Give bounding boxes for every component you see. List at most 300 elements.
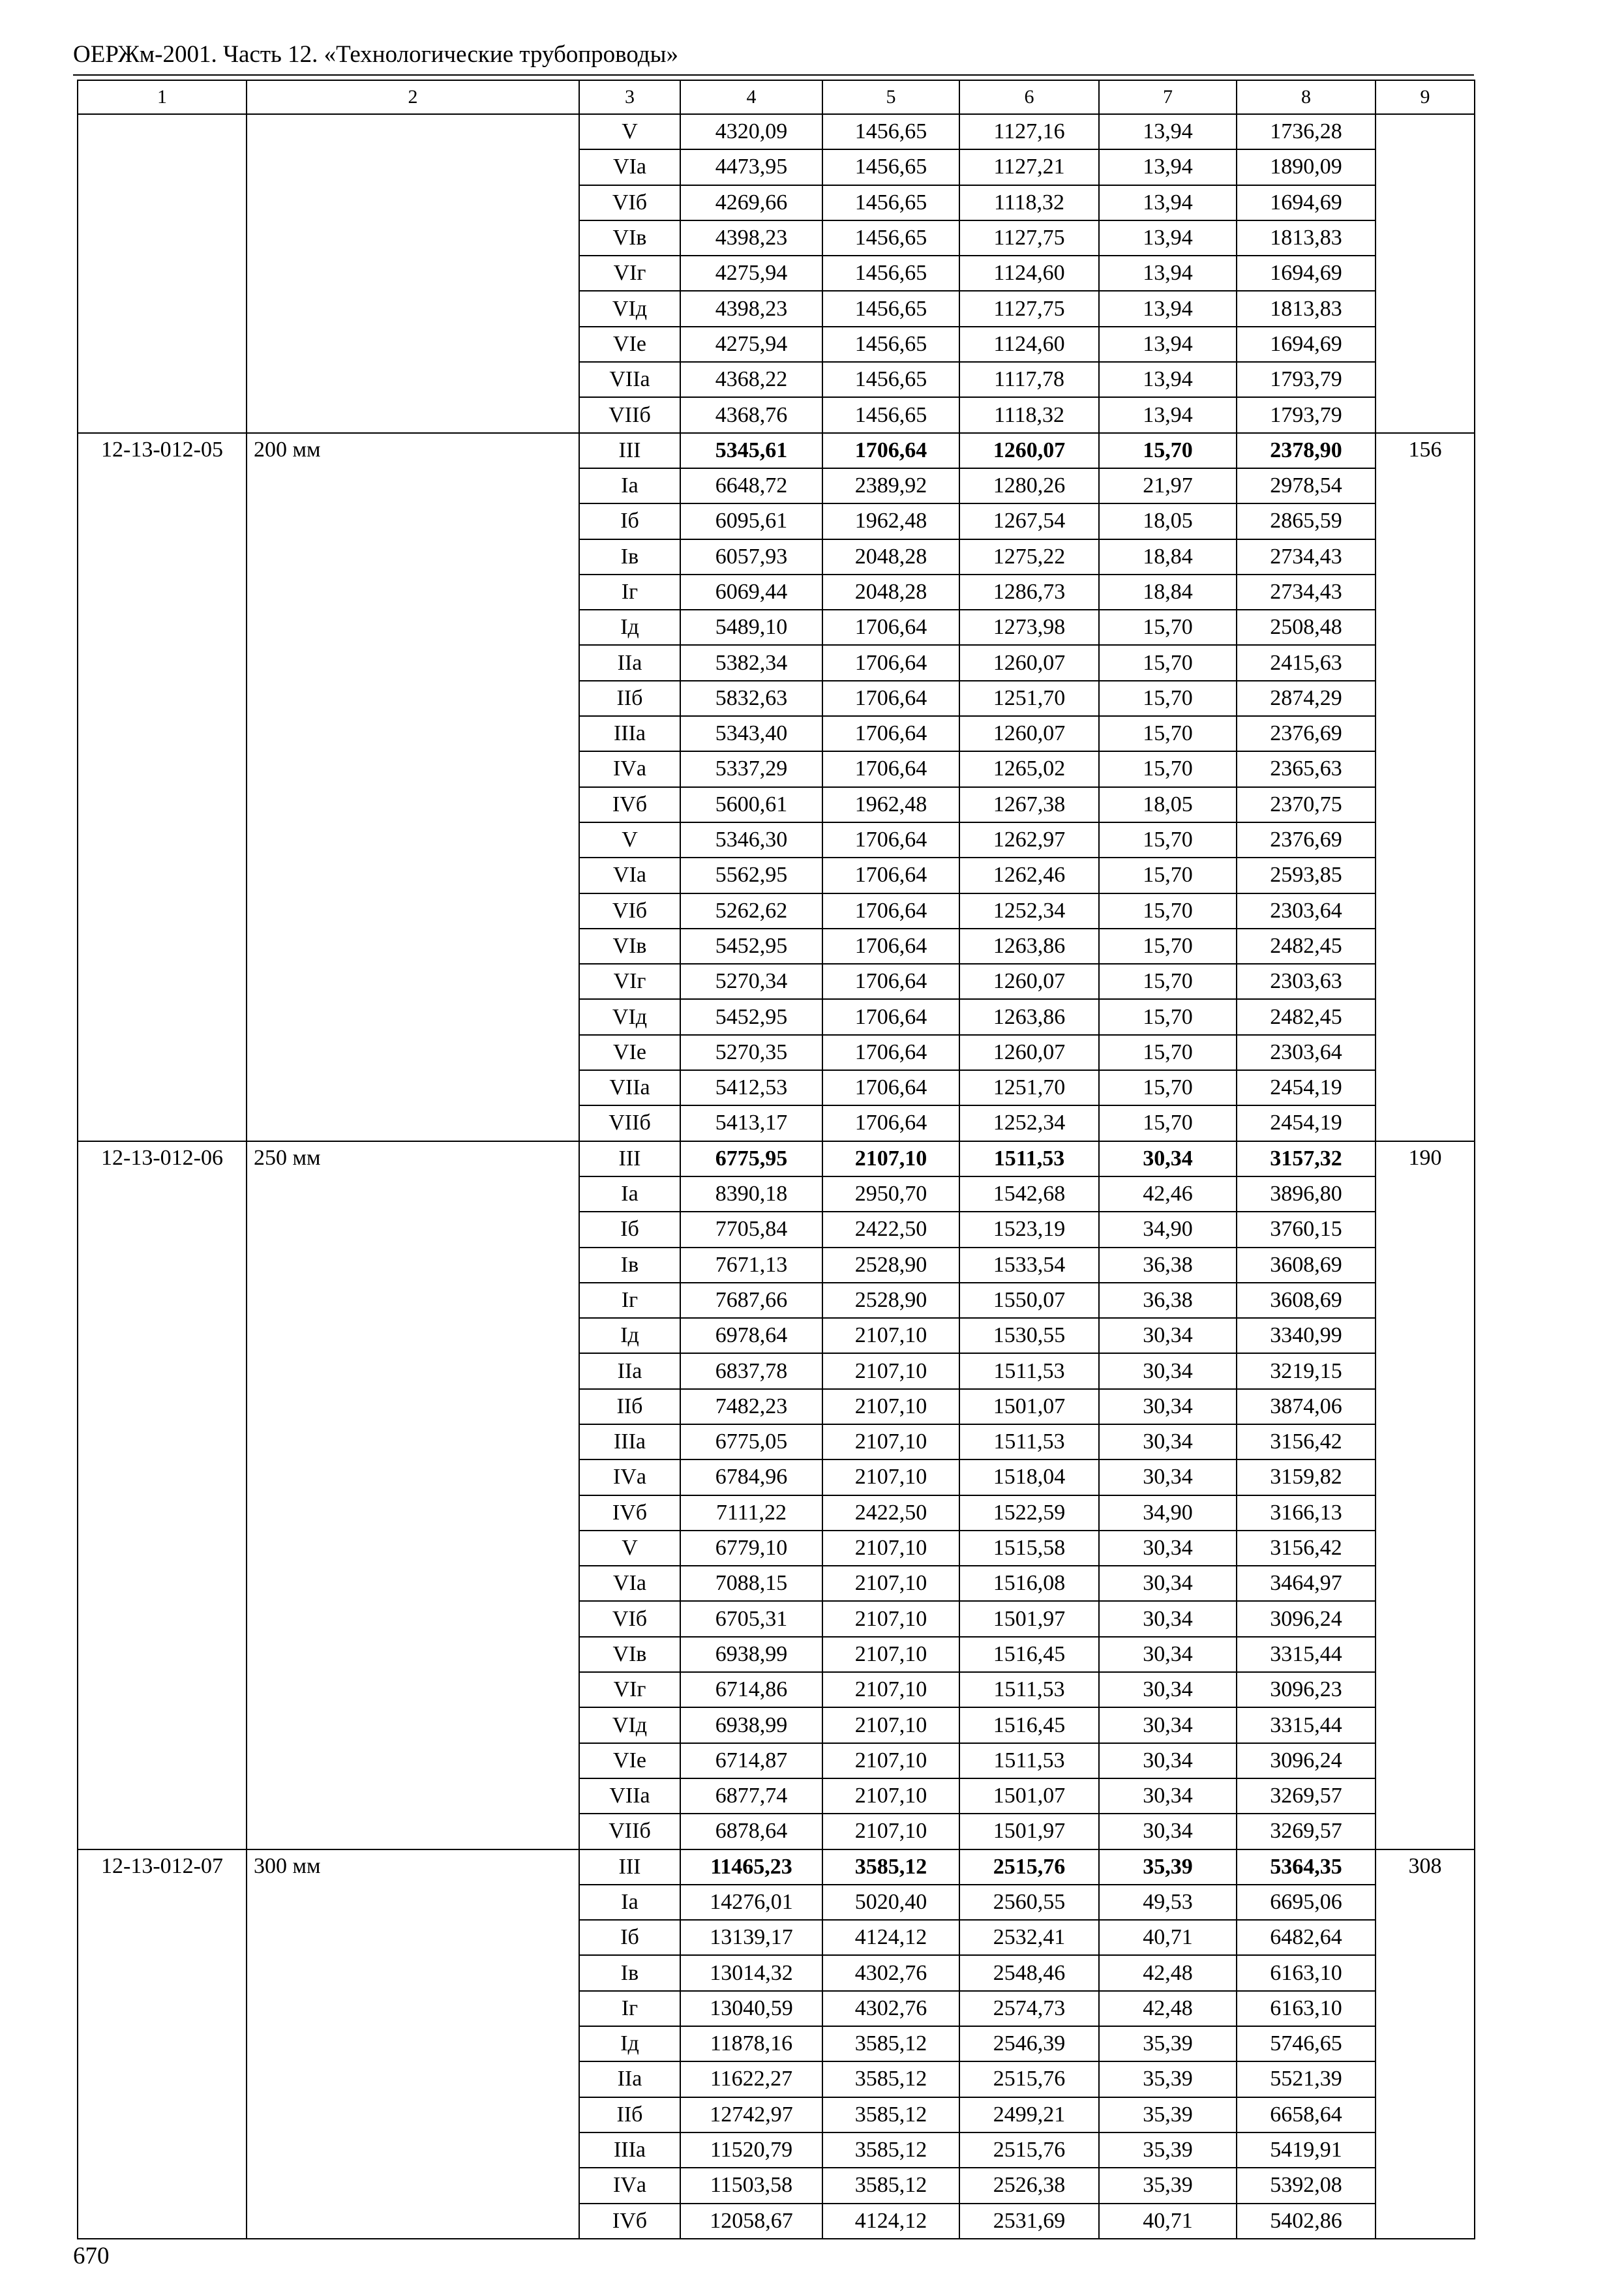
- column-header: 1: [78, 80, 247, 114]
- value-cell: 6938,99: [680, 1707, 822, 1743]
- value-cell: 21,97: [1099, 468, 1237, 503]
- value-cell: 15,70: [1099, 716, 1237, 751]
- value-cell: 2482,45: [1237, 929, 1376, 964]
- value-cell: 30,34: [1099, 1459, 1237, 1495]
- value-cell: 1530,55: [959, 1318, 1099, 1353]
- value-cell: 15,70: [1099, 1105, 1237, 1141]
- value-cell: 5413,17: [680, 1105, 822, 1141]
- value-cell: 35,39: [1099, 2168, 1237, 2203]
- column-header: 4: [680, 80, 822, 114]
- value-cell: 1280,26: [959, 468, 1099, 503]
- value-cell: 2107,10: [822, 1601, 959, 1636]
- value-cell: 3159,82: [1237, 1459, 1376, 1495]
- value-cell: 1456,65: [822, 256, 959, 291]
- value-cell: 15,70: [1099, 964, 1237, 999]
- zone-cell: Iб: [579, 1920, 680, 1955]
- value-cell: 2528,90: [822, 1283, 959, 1318]
- value-cell: 15,70: [1099, 681, 1237, 716]
- value-cell: 1456,65: [822, 220, 959, 256]
- value-cell: 1260,07: [959, 964, 1099, 999]
- value-cell: 4275,94: [680, 327, 822, 362]
- value-cell: 36,38: [1099, 1248, 1237, 1283]
- value-cell: 1511,53: [959, 1743, 1099, 1778]
- zone-cell: IIа: [579, 1353, 680, 1388]
- value-cell: 6878,64: [680, 1814, 822, 1849]
- column-header: 9: [1376, 80, 1475, 114]
- value-cell: 1706,64: [822, 822, 959, 858]
- value-cell: 1511,53: [959, 1672, 1099, 1707]
- value-cell: 3608,69: [1237, 1248, 1376, 1283]
- value-cell: 1117,78: [959, 362, 1099, 397]
- value-cell: 4473,95: [680, 149, 822, 185]
- zone-cell: VIе: [579, 327, 680, 362]
- value-cell: 2950,70: [822, 1176, 959, 1212]
- value-cell: 1511,53: [959, 1141, 1099, 1176]
- value-cell: 30,34: [1099, 1353, 1237, 1388]
- value-cell: 30,34: [1099, 1389, 1237, 1424]
- column-header: 3: [579, 80, 680, 114]
- value-cell: 3156,42: [1237, 1531, 1376, 1566]
- value-cell: 1706,64: [822, 681, 959, 716]
- value-cell: 3340,99: [1237, 1318, 1376, 1353]
- value-cell: 1522,59: [959, 1495, 1099, 1531]
- value-cell: 3219,15: [1237, 1353, 1376, 1388]
- value-cell: 13,94: [1099, 185, 1237, 220]
- zone-cell: Iб: [579, 503, 680, 539]
- value-cell: 2422,50: [822, 1495, 959, 1531]
- zone-cell: IIа: [579, 645, 680, 680]
- value-cell: 30,34: [1099, 1566, 1237, 1601]
- zone-cell: IIб: [579, 1389, 680, 1424]
- zone-cell: Iа: [579, 1176, 680, 1212]
- value-cell: 5346,30: [680, 822, 822, 858]
- value-cell: 1706,64: [822, 1105, 959, 1141]
- value-cell: 1456,65: [822, 291, 959, 326]
- value-cell: 1694,69: [1237, 256, 1376, 291]
- table-body: [78, 80, 1475, 2239]
- value-cell: 1124,60: [959, 327, 1099, 362]
- zone-cell: IVб: [579, 787, 680, 822]
- value-cell: 49,53: [1099, 1885, 1237, 1920]
- value-cell: 3585,12: [822, 2061, 959, 2097]
- value-cell: 7687,66: [680, 1283, 822, 1318]
- value-cell: 13040,59: [680, 1991, 822, 2026]
- value-cell: 1518,04: [959, 1459, 1099, 1495]
- value-cell: 2865,59: [1237, 503, 1376, 539]
- value-cell: 3608,69: [1237, 1283, 1376, 1318]
- table-row: [78, 433, 1475, 468]
- zone-cell: VIIа: [579, 362, 680, 397]
- value-cell: 34,90: [1099, 1495, 1237, 1531]
- value-cell: 5402,86: [1237, 2204, 1376, 2239]
- value-cell: 4368,76: [680, 397, 822, 432]
- value-cell: 1962,48: [822, 503, 959, 539]
- value-cell: 6837,78: [680, 1353, 822, 1388]
- value-cell: 15,70: [1099, 433, 1237, 468]
- value-cell: 1706,64: [822, 433, 959, 468]
- value-cell: 2546,39: [959, 2026, 1099, 2061]
- value-cell: 6775,95: [680, 1141, 822, 1176]
- zone-cell: Iд: [579, 610, 680, 645]
- value-cell: 2422,50: [822, 1212, 959, 1247]
- value-cell: 6057,93: [680, 539, 822, 575]
- value-cell: 1813,83: [1237, 220, 1376, 256]
- zone-cell: Iв: [579, 1248, 680, 1283]
- value-cell: 6877,74: [680, 1778, 822, 1814]
- value-cell: 2515,76: [959, 2132, 1099, 2168]
- zone-cell: VIд: [579, 291, 680, 326]
- value-cell: 15,70: [1099, 1035, 1237, 1070]
- item-col9: 308: [1376, 1849, 1475, 2239]
- value-cell: 2376,69: [1237, 716, 1376, 751]
- value-cell: 2303,64: [1237, 1035, 1376, 1070]
- item-col9: [1376, 114, 1475, 433]
- zone-cell: VIб: [579, 1601, 680, 1636]
- value-cell: 1706,64: [822, 1035, 959, 1070]
- value-cell: 11465,23: [680, 1849, 822, 1885]
- zone-cell: Iв: [579, 539, 680, 575]
- value-cell: 2508,48: [1237, 610, 1376, 645]
- value-cell: 6163,10: [1237, 1955, 1376, 1990]
- value-cell: 1694,69: [1237, 185, 1376, 220]
- value-cell: 1456,65: [822, 327, 959, 362]
- zone-cell: VIе: [579, 1035, 680, 1070]
- zone-cell: IVа: [579, 1459, 680, 1495]
- value-cell: 13,94: [1099, 114, 1237, 149]
- value-cell: 12058,67: [680, 2204, 822, 2239]
- value-cell: 1127,75: [959, 291, 1099, 326]
- value-cell: 11622,27: [680, 2061, 822, 2097]
- rates-table: [77, 80, 1475, 2239]
- value-cell: 1706,64: [822, 858, 959, 893]
- value-cell: 13,94: [1099, 327, 1237, 362]
- value-cell: 5343,40: [680, 716, 822, 751]
- value-cell: 6784,96: [680, 1459, 822, 1495]
- table-row: [78, 114, 1475, 149]
- zone-cell: IIа: [579, 2061, 680, 2097]
- value-cell: 5345,61: [680, 433, 822, 468]
- zone-cell: Iа: [579, 1885, 680, 1920]
- value-cell: 15,70: [1099, 822, 1237, 858]
- value-cell: 2532,41: [959, 1920, 1099, 1955]
- value-cell: 2048,28: [822, 539, 959, 575]
- value-cell: 15,70: [1099, 858, 1237, 893]
- column-header: 2: [247, 80, 579, 114]
- value-cell: 13,94: [1099, 397, 1237, 432]
- value-cell: 1706,64: [822, 893, 959, 929]
- item-col9: 190: [1376, 1141, 1475, 1849]
- value-cell: 6978,64: [680, 1318, 822, 1353]
- value-cell: 2376,69: [1237, 822, 1376, 858]
- zone-cell: Iг: [579, 1283, 680, 1318]
- column-header: 8: [1237, 80, 1376, 114]
- zone-cell: Iг: [579, 575, 680, 610]
- value-cell: 30,34: [1099, 1531, 1237, 1566]
- value-cell: 2107,10: [822, 1672, 959, 1707]
- value-cell: 30,34: [1099, 1424, 1237, 1459]
- value-cell: 2526,38: [959, 2168, 1099, 2203]
- value-cell: 8390,18: [680, 1176, 822, 1212]
- value-cell: 1275,22: [959, 539, 1099, 575]
- value-cell: 2107,10: [822, 1814, 959, 1849]
- value-cell: 2454,19: [1237, 1105, 1376, 1141]
- value-cell: 1263,86: [959, 929, 1099, 964]
- value-cell: 3464,97: [1237, 1566, 1376, 1601]
- value-cell: 4368,22: [680, 362, 822, 397]
- value-cell: 1793,79: [1237, 362, 1376, 397]
- zone-cell: VIIб: [579, 397, 680, 432]
- zone-cell: IVб: [579, 1495, 680, 1531]
- value-cell: 15,70: [1099, 751, 1237, 786]
- value-cell: 42,46: [1099, 1176, 1237, 1212]
- value-cell: 1515,58: [959, 1531, 1099, 1566]
- value-cell: 30,34: [1099, 1672, 1237, 1707]
- value-cell: 15,70: [1099, 999, 1237, 1034]
- value-cell: 36,38: [1099, 1283, 1237, 1318]
- column-header: 6: [959, 80, 1099, 114]
- item-name: 250 мм: [247, 1141, 579, 1849]
- value-cell: 1127,21: [959, 149, 1099, 185]
- value-cell: 42,48: [1099, 1991, 1237, 2026]
- header-divider: [73, 74, 1474, 76]
- value-cell: 1550,07: [959, 1283, 1099, 1318]
- value-cell: 15,70: [1099, 1070, 1237, 1105]
- value-cell: 6482,64: [1237, 1920, 1376, 1955]
- value-cell: 13014,32: [680, 1955, 822, 1990]
- zone-cell: IVа: [579, 751, 680, 786]
- zone-cell: IIб: [579, 681, 680, 716]
- value-cell: 5020,40: [822, 1885, 959, 1920]
- zone-cell: V: [579, 822, 680, 858]
- value-cell: 1251,70: [959, 681, 1099, 716]
- value-cell: 35,39: [1099, 2061, 1237, 2097]
- value-cell: 11520,79: [680, 2132, 822, 2168]
- value-cell: 13139,17: [680, 1920, 822, 1955]
- value-cell: 1118,32: [959, 185, 1099, 220]
- value-cell: 30,34: [1099, 1141, 1237, 1176]
- value-cell: 2378,90: [1237, 433, 1376, 468]
- zone-cell: Iг: [579, 1991, 680, 2026]
- value-cell: 18,84: [1099, 539, 1237, 575]
- zone-cell: IIIа: [579, 1424, 680, 1459]
- value-cell: 5337,29: [680, 751, 822, 786]
- zone-cell: VIд: [579, 999, 680, 1034]
- value-cell: 3315,44: [1237, 1707, 1376, 1743]
- value-cell: 3157,32: [1237, 1141, 1376, 1176]
- value-cell: 3585,12: [822, 2132, 959, 2168]
- value-cell: 5489,10: [680, 610, 822, 645]
- value-cell: 1694,69: [1237, 327, 1376, 362]
- zone-cell: VIг: [579, 964, 680, 999]
- value-cell: 2107,10: [822, 1389, 959, 1424]
- zone-cell: V: [579, 1531, 680, 1566]
- zone-cell: V: [579, 114, 680, 149]
- value-cell: 2107,10: [822, 1531, 959, 1566]
- value-cell: 7482,23: [680, 1389, 822, 1424]
- value-cell: 6648,72: [680, 468, 822, 503]
- value-cell: 1706,64: [822, 645, 959, 680]
- value-cell: 4398,23: [680, 291, 822, 326]
- value-cell: 35,39: [1099, 2026, 1237, 2061]
- value-cell: 1260,07: [959, 433, 1099, 468]
- value-cell: 1501,97: [959, 1601, 1099, 1636]
- value-cell: 6163,10: [1237, 1991, 1376, 2026]
- item-col9: 156: [1376, 433, 1475, 1141]
- value-cell: 30,34: [1099, 1637, 1237, 1672]
- zone-cell: Iв: [579, 1955, 680, 1990]
- value-cell: 3269,57: [1237, 1778, 1376, 1814]
- value-cell: 5364,35: [1237, 1849, 1376, 1885]
- value-cell: 2548,46: [959, 1955, 1099, 1990]
- value-cell: 4320,09: [680, 114, 822, 149]
- value-cell: 42,48: [1099, 1955, 1237, 1990]
- value-cell: 2107,10: [822, 1778, 959, 1814]
- value-cell: 2107,10: [822, 1318, 959, 1353]
- value-cell: 35,39: [1099, 2097, 1237, 2132]
- value-cell: 13,94: [1099, 291, 1237, 326]
- zone-cell: VIе: [579, 1743, 680, 1778]
- value-cell: 5746,65: [1237, 2026, 1376, 2061]
- value-cell: 1251,70: [959, 1070, 1099, 1105]
- value-cell: 3896,80: [1237, 1176, 1376, 1212]
- value-cell: 2978,54: [1237, 468, 1376, 503]
- value-cell: 2303,64: [1237, 893, 1376, 929]
- value-cell: 6938,99: [680, 1637, 822, 1672]
- value-cell: 1890,09: [1237, 149, 1376, 185]
- value-cell: 5392,08: [1237, 2168, 1376, 2203]
- value-cell: 2107,10: [822, 1353, 959, 1388]
- value-cell: 15,70: [1099, 929, 1237, 964]
- value-cell: 2593,85: [1237, 858, 1376, 893]
- value-cell: 2515,76: [959, 1849, 1099, 1885]
- value-cell: 2482,45: [1237, 999, 1376, 1034]
- value-cell: 4398,23: [680, 220, 822, 256]
- value-cell: 1260,07: [959, 716, 1099, 751]
- value-cell: 1456,65: [822, 397, 959, 432]
- value-cell: 15,70: [1099, 610, 1237, 645]
- value-cell: 1127,16: [959, 114, 1099, 149]
- value-cell: 1706,64: [822, 716, 959, 751]
- value-cell: 3585,12: [822, 2097, 959, 2132]
- value-cell: 1127,75: [959, 220, 1099, 256]
- value-cell: 6705,31: [680, 1601, 822, 1636]
- value-cell: 3096,24: [1237, 1601, 1376, 1636]
- value-cell: 18,05: [1099, 787, 1237, 822]
- value-cell: 3096,24: [1237, 1743, 1376, 1778]
- zone-cell: VIIа: [579, 1778, 680, 1814]
- value-cell: 1265,02: [959, 751, 1099, 786]
- value-cell: 2389,92: [822, 468, 959, 503]
- value-cell: 2303,63: [1237, 964, 1376, 999]
- item-name: 300 мм: [247, 1849, 579, 2239]
- value-cell: 1511,53: [959, 1424, 1099, 1459]
- value-cell: 4124,12: [822, 1920, 959, 1955]
- value-cell: 4124,12: [822, 2204, 959, 2239]
- value-cell: 1456,65: [822, 149, 959, 185]
- value-cell: 2365,63: [1237, 751, 1376, 786]
- value-cell: 13,94: [1099, 362, 1237, 397]
- value-cell: 5562,95: [680, 858, 822, 893]
- value-cell: 2107,10: [822, 1566, 959, 1601]
- value-cell: 1706,64: [822, 999, 959, 1034]
- value-cell: 1706,64: [822, 964, 959, 999]
- value-cell: 5832,63: [680, 681, 822, 716]
- value-cell: 1706,64: [822, 929, 959, 964]
- zone-cell: VIв: [579, 220, 680, 256]
- table-row: [78, 1141, 1475, 1176]
- value-cell: 2734,43: [1237, 575, 1376, 610]
- value-cell: 1456,65: [822, 362, 959, 397]
- value-cell: 1542,68: [959, 1176, 1099, 1212]
- zone-cell: IVб: [579, 2204, 680, 2239]
- value-cell: 1736,28: [1237, 114, 1376, 149]
- value-cell: 5600,61: [680, 787, 822, 822]
- value-cell: 1706,64: [822, 610, 959, 645]
- value-cell: 1962,48: [822, 787, 959, 822]
- value-cell: 30,34: [1099, 1707, 1237, 1743]
- value-cell: 15,70: [1099, 893, 1237, 929]
- value-cell: 2574,73: [959, 1991, 1099, 2026]
- value-cell: 2048,28: [822, 575, 959, 610]
- value-cell: 1252,34: [959, 893, 1099, 929]
- value-cell: 6695,06: [1237, 1885, 1376, 1920]
- zone-cell: VIг: [579, 1672, 680, 1707]
- zone-cell: III: [579, 1849, 680, 1885]
- value-cell: 1260,07: [959, 645, 1099, 680]
- page-number: 670: [73, 2243, 110, 2269]
- value-cell: 3585,12: [822, 2168, 959, 2203]
- value-cell: 1813,83: [1237, 291, 1376, 326]
- value-cell: 1456,65: [822, 185, 959, 220]
- value-cell: 7705,84: [680, 1212, 822, 1247]
- value-cell: 2107,10: [822, 1707, 959, 1743]
- value-cell: 4302,76: [822, 1955, 959, 1990]
- page-title: ОЕРЖм-2001. Часть 12. «Технологические трубопроводы»: [73, 41, 678, 68]
- value-cell: 5419,91: [1237, 2132, 1376, 2168]
- zone-cell: VIг: [579, 256, 680, 291]
- zone-cell: VIв: [579, 929, 680, 964]
- value-cell: 30,34: [1099, 1601, 1237, 1636]
- zone-cell: IVа: [579, 2168, 680, 2203]
- value-cell: 35,39: [1099, 2132, 1237, 2168]
- value-cell: 3156,42: [1237, 1424, 1376, 1459]
- item-code: [78, 114, 247, 433]
- item-name: [247, 114, 579, 433]
- item-code: 12-13-012-05: [78, 433, 247, 1141]
- value-cell: 1286,73: [959, 575, 1099, 610]
- value-cell: 12742,97: [680, 2097, 822, 2132]
- zone-cell: VIIб: [579, 1105, 680, 1141]
- value-cell: 18,05: [1099, 503, 1237, 539]
- zone-cell: VIIа: [579, 1070, 680, 1105]
- value-cell: 1273,98: [959, 610, 1099, 645]
- zone-cell: VIа: [579, 149, 680, 185]
- value-cell: 30,34: [1099, 1778, 1237, 1814]
- value-cell: 1501,07: [959, 1389, 1099, 1424]
- zone-cell: IIIа: [579, 716, 680, 751]
- value-cell: 5270,34: [680, 964, 822, 999]
- value-cell: 1501,07: [959, 1778, 1099, 1814]
- zone-cell: III: [579, 433, 680, 468]
- value-cell: 1456,65: [822, 114, 959, 149]
- column-header: 7: [1099, 80, 1237, 114]
- zone-cell: Iб: [579, 1212, 680, 1247]
- value-cell: 6095,61: [680, 503, 822, 539]
- value-cell: 1262,97: [959, 822, 1099, 858]
- value-cell: 3585,12: [822, 1849, 959, 1885]
- item-name: 200 мм: [247, 433, 579, 1141]
- zone-cell: VIв: [579, 1637, 680, 1672]
